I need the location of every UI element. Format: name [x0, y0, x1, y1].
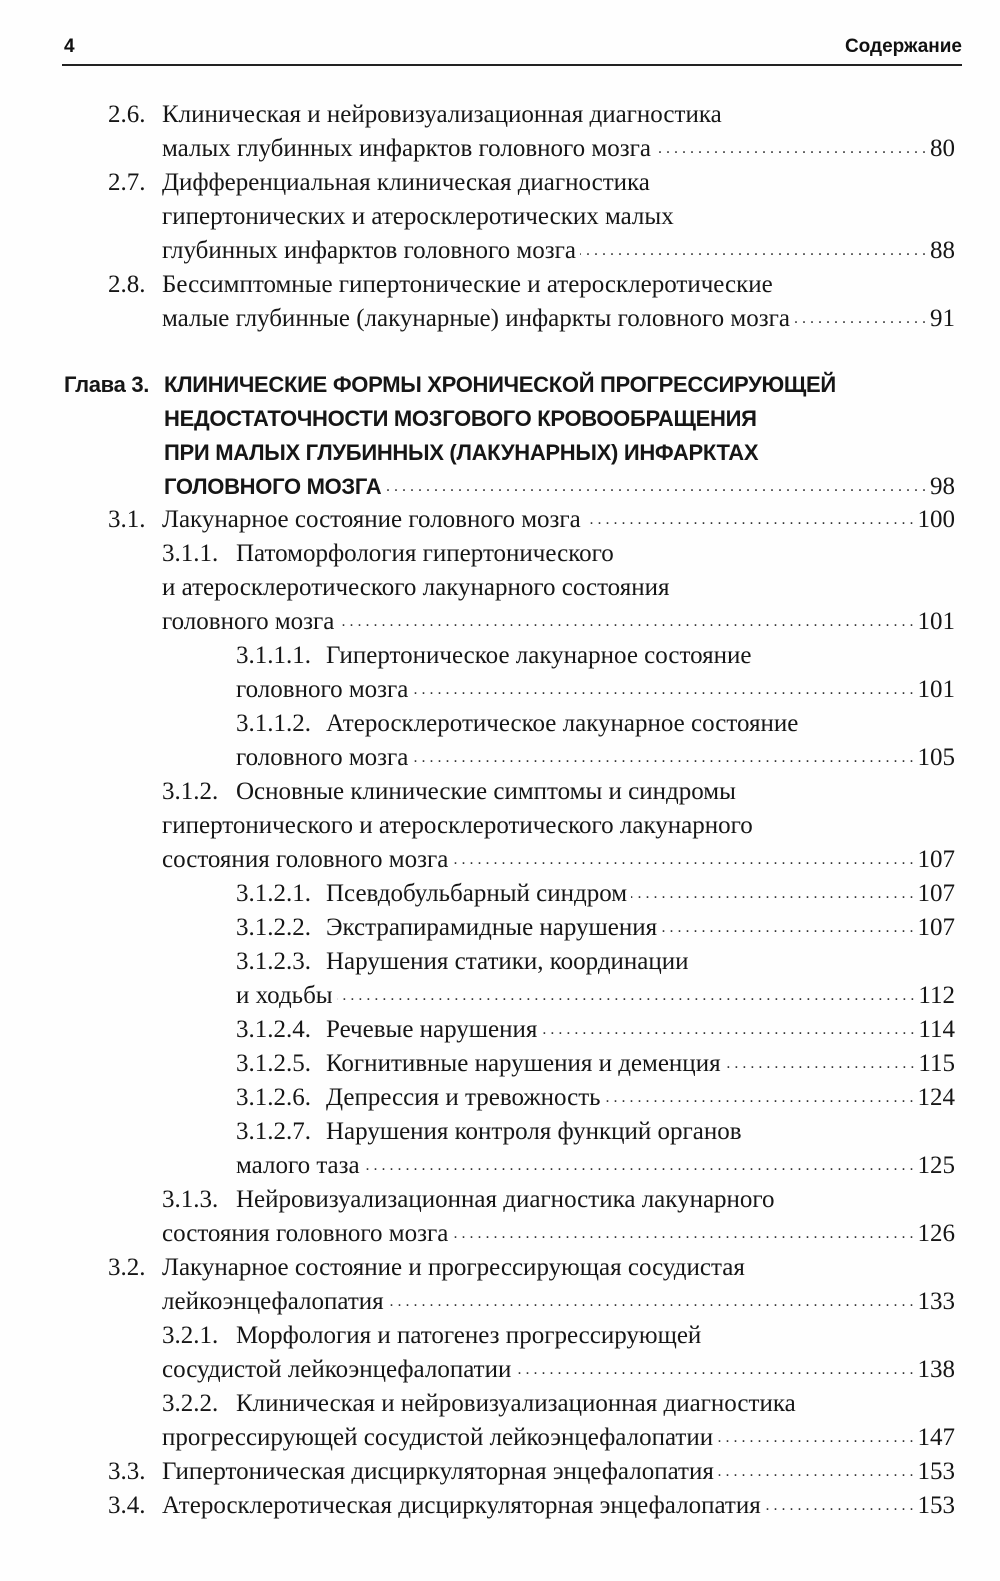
running-title: Содержание: [844, 36, 962, 57]
entry-number: 3.1.2.6.: [236, 1084, 311, 1111]
dot-leader: [452, 1217, 913, 1251]
entry-last-line: Депрессия и тревожность . . . 124: [326, 1081, 955, 1115]
entry-page: 80: [930, 135, 955, 162]
entry-number: 3.4.: [108, 1492, 146, 1519]
chapter-number: Глава 3.: [64, 372, 150, 397]
entry-page: 124: [917, 1084, 955, 1111]
entry-last-line: малых глубинных инфарктов головного мозга . . . 80: [162, 132, 955, 166]
entry-page: 112: [918, 982, 955, 1009]
entry-number: 3.2.2.: [162, 1390, 219, 1417]
dot-leader: [717, 1421, 913, 1455]
dot-leader: [605, 1081, 914, 1115]
entry-title: Бессимптомные гипертонические и атеросклеротические: [162, 271, 773, 298]
entry-page: 88: [930, 237, 955, 264]
dot-leader: [765, 1489, 914, 1523]
page-number: 4: [64, 36, 75, 57]
entry-title: Атеросклеротическое лакунарное состояние: [326, 710, 799, 737]
dot-leader: [338, 605, 913, 639]
entry-last-line: малого таза . . . 125: [236, 1149, 955, 1183]
entry-title-cont: и атеросклеротического лакунарного состояния: [162, 574, 670, 601]
entry-number: 3.3.: [108, 1458, 146, 1485]
dot-leader: [515, 1353, 913, 1387]
entry-last-line: Гипертоническая дисциркуляторная энцефалопатия . . . 153: [162, 1455, 955, 1489]
entry-number: 2.7.: [108, 169, 146, 196]
entry-number: 2.6.: [108, 101, 146, 128]
entry-number: 3.1.: [108, 506, 146, 533]
entry-title: Патоморфология гипертонического: [236, 540, 614, 567]
entry-number: 3.1.1.2.: [236, 710, 311, 737]
entry-page: 105: [917, 744, 955, 771]
entry-title: Лакунарное состояние и прогрессирующая сосудистая: [162, 1254, 745, 1281]
dot-leader: [388, 1285, 914, 1319]
entry-last-line: головного мозга . . . 105: [236, 741, 955, 775]
entry-title-cont: гипертонических и атеросклеротических малых: [162, 203, 674, 230]
entry-title: Нарушения контроля функций органов: [326, 1118, 742, 1145]
chapter-title-cont: ПРИ МАЛЫХ ГЛУБИННЫХ (ЛАКУНАРНЫХ) ИНФАРКТАХ: [164, 440, 759, 465]
entry-title: Дифференциальная клиническая диагностика: [162, 169, 650, 196]
chapter-title: КЛИНИЧЕСКИЕ ФОРМЫ ХРОНИЧЕСКОЙ ПРОГРЕССИРУЮЩЕЙ: [164, 372, 836, 397]
entry-number: 3.2.1.: [162, 1322, 219, 1349]
entry-number: 3.1.2.2.: [236, 914, 311, 941]
dot-leader: [541, 1013, 914, 1047]
dot-leader: [385, 470, 926, 504]
entry-page: 125: [917, 1152, 955, 1179]
entry-last-line: Лакунарное состояние головного мозга . . . 100: [162, 503, 955, 537]
entry-page: 147: [917, 1424, 955, 1451]
entry-last-line: головного мозга . . . 101: [162, 605, 955, 639]
entry-last-line: и ходьбы . . . 112: [236, 979, 955, 1013]
entry-page: 153: [917, 1458, 955, 1485]
dot-leader: [412, 741, 913, 775]
dot-leader: [452, 843, 913, 877]
entry-last-line: состояния головного мозга . . . 126: [162, 1217, 955, 1251]
entry-last-line: головного мозга . . . 101: [236, 673, 955, 707]
entry-last-line: лейкоэнцефалопатия . . . 133: [162, 1285, 955, 1319]
entry-title: Основные клинические симптомы и синдромы: [236, 778, 736, 805]
entry-title: Клиническая и нейровизуализационная диагностика: [162, 101, 722, 128]
entry-number: 3.1.3.: [162, 1186, 219, 1213]
entry-number: 2.8.: [108, 271, 146, 298]
entry-last-line: Псевдобульбарный синдром . . . 107: [326, 877, 955, 911]
entry-number: 3.2.: [108, 1254, 146, 1281]
entry-last-line: Атеросклеротическая дисциркуляторная энцефалопатия . . . 153: [162, 1489, 955, 1523]
entry-title: Клиническая и нейровизуализационная диагностика: [236, 1390, 796, 1417]
entry-last-line: состояния головного мозга . . . 107: [162, 843, 955, 877]
entry-number: 3.1.2.: [162, 778, 219, 805]
entry-number: 3.1.2.3.: [236, 948, 311, 975]
entry-page: 98: [930, 473, 955, 500]
page-header: [62, 34, 962, 62]
entry-number: 3.1.2.4.: [236, 1016, 311, 1043]
entry-last-line: сосудистой лейкоэнцефалопатии . . . 138: [162, 1353, 955, 1387]
entry-number: 3.1.1.1.: [236, 642, 311, 669]
entry-page: 107: [917, 880, 955, 907]
dot-leader: [655, 132, 926, 166]
entry-number: 3.1.2.7.: [236, 1118, 311, 1145]
entry-page: 133: [917, 1288, 955, 1315]
entry-number: 3.1.1.: [162, 540, 219, 567]
entry-page: 101: [917, 676, 955, 703]
entry-last-line: Когнитивные нарушения и деменция . . . 115: [326, 1047, 955, 1081]
dot-leader: [337, 979, 915, 1013]
chapter-title-cont: НЕДОСТАТОЧНОСТИ МОЗГОВОГО КРОВООБРАЩЕНИЯ: [164, 406, 757, 431]
entry-last-line: ГОЛОВНОГО МОЗГА . . . 98: [164, 470, 955, 504]
entry-title: Нейровизуализационная диагностика лакунарного: [236, 1186, 775, 1213]
entry-page: 101: [917, 608, 955, 635]
entry-last-line: Речевые нарушения . . . 114: [326, 1013, 955, 1047]
dot-leader: [364, 1149, 914, 1183]
entry-number: 3.1.2.1.: [236, 880, 311, 907]
entry-title-cont: гипертонического и атеросклеротического лакунарного: [162, 812, 753, 839]
entry-page: 138: [917, 1356, 955, 1383]
entry-page: 91: [930, 305, 955, 332]
dot-leader: [661, 911, 913, 945]
entry-page: 100: [917, 506, 955, 533]
entry-title: Гипертоническое лакунарное состояние: [326, 642, 752, 669]
entry-page: 126: [917, 1220, 955, 1247]
entry-last-line: Экстрапирамидные нарушения . . . 107: [326, 911, 955, 945]
entry-last-line: малые глубинные (лакунарные) инфаркты головного мозга . . . 91: [162, 302, 955, 336]
dot-leader: [580, 234, 926, 268]
entry-page: 153: [917, 1492, 955, 1519]
entry-last-line: прогрессирующей сосудистой лейкоэнцефалопатии . . . 147: [162, 1421, 955, 1455]
entry-page: 115: [918, 1050, 955, 1077]
dot-leader: [794, 302, 926, 336]
header-rule: [62, 64, 962, 66]
entry-number: 3.1.2.5.: [236, 1050, 311, 1077]
dot-leader: [631, 877, 913, 911]
entry-page: 114: [918, 1016, 955, 1043]
dot-leader: [585, 503, 914, 537]
dot-leader: [412, 673, 913, 707]
entry-title: Морфология и патогенез прогрессирующей: [236, 1322, 702, 1349]
entry-last-line: глубинных инфарктов головного мозга . . . 88: [162, 234, 955, 268]
dot-leader: [718, 1455, 914, 1489]
entry-title: Нарушения статики, координации: [326, 948, 689, 975]
entry-page: 107: [917, 914, 955, 941]
entry-page: 107: [917, 846, 955, 873]
dot-leader: [725, 1047, 915, 1081]
